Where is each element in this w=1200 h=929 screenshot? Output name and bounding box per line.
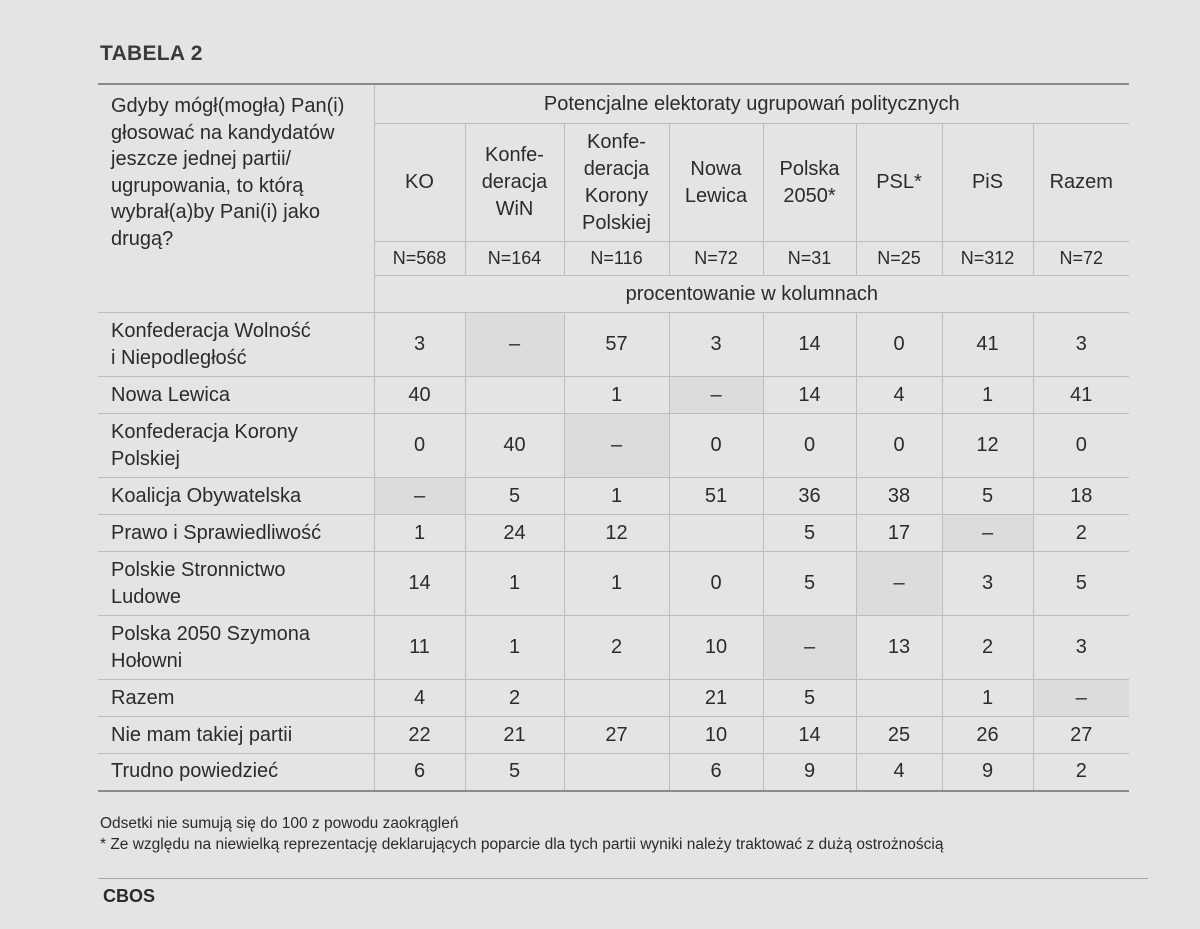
table-row [98, 313, 1129, 377]
value-cell: 27 [564, 717, 669, 754]
column-header: PiS [942, 124, 1033, 242]
row-label: Konfederacja Wolność i Niepodległość [98, 313, 374, 377]
value-cell: 3 [1033, 313, 1129, 377]
value-cell: 9 [942, 754, 1033, 791]
value-cell: 2 [465, 680, 564, 717]
table-row [98, 414, 1129, 478]
value-cell: 1 [942, 377, 1033, 414]
value-cell: – [942, 515, 1033, 552]
row-label: Nie mam takiej partii [98, 717, 374, 754]
table-row [98, 717, 1129, 754]
table-row [98, 680, 1129, 717]
value-cell: 5 [465, 754, 564, 791]
column-header: Nowa Lewica [669, 124, 763, 242]
value-cell: – [465, 313, 564, 377]
percent-note: procentowanie w kolumnach [374, 276, 1129, 313]
table-row [98, 478, 1129, 515]
results-table [98, 83, 1129, 792]
value-cell: 1 [465, 616, 564, 680]
value-cell: 1 [942, 680, 1033, 717]
value-cell: 14 [763, 377, 856, 414]
value-cell: 4 [856, 754, 942, 791]
column-sample-size: N=31 [763, 242, 856, 276]
value-cell: 0 [856, 414, 942, 478]
value-cell: 3 [1033, 616, 1129, 680]
table-row [98, 616, 1129, 680]
column-sample-size: N=72 [1033, 242, 1129, 276]
value-cell: 40 [374, 377, 465, 414]
brand-label: CBOS [103, 886, 156, 906]
value-cell: 5 [763, 680, 856, 717]
value-cell [669, 515, 763, 552]
value-cell: 38 [856, 478, 942, 515]
table-title: TABELA 2 [100, 42, 203, 65]
value-cell: 4 [856, 377, 942, 414]
value-cell: 0 [669, 552, 763, 616]
value-cell: 5 [1033, 552, 1129, 616]
value-cell: 1 [465, 552, 564, 616]
value-cell: 0 [1033, 414, 1129, 478]
value-cell: 5 [763, 552, 856, 616]
value-cell: 14 [374, 552, 465, 616]
value-cell: – [763, 616, 856, 680]
value-cell: 5 [942, 478, 1033, 515]
value-cell: 2 [564, 616, 669, 680]
value-cell: 14 [763, 717, 856, 754]
row-label: Trudno powiedzieć [98, 754, 374, 791]
value-cell: 51 [669, 478, 763, 515]
value-cell: – [669, 377, 763, 414]
row-label: Polska 2050 Szymona Hołowni [98, 616, 374, 680]
column-sample-size: N=568 [374, 242, 465, 276]
value-cell: 41 [942, 313, 1033, 377]
value-cell: 41 [1033, 377, 1129, 414]
value-cell: 12 [942, 414, 1033, 478]
column-header: Razem [1033, 124, 1129, 242]
value-cell: 36 [763, 478, 856, 515]
column-sample-size: N=116 [564, 242, 669, 276]
value-cell: – [1033, 680, 1129, 717]
value-cell: 3 [669, 313, 763, 377]
column-header: KO [374, 124, 465, 242]
value-cell: 2 [1033, 515, 1129, 552]
group-header: Potencjalne elektoraty ugrupowań politycznych [374, 84, 1129, 124]
value-cell: 0 [669, 414, 763, 478]
value-cell: 26 [942, 717, 1033, 754]
value-cell: – [374, 478, 465, 515]
value-cell: 0 [374, 414, 465, 478]
value-cell [856, 680, 942, 717]
value-cell: 24 [465, 515, 564, 552]
value-cell: 10 [669, 616, 763, 680]
value-cell [465, 377, 564, 414]
value-cell: 2 [942, 616, 1033, 680]
value-cell: 18 [1033, 478, 1129, 515]
value-cell: 25 [856, 717, 942, 754]
table-row [98, 754, 1129, 791]
value-cell: 0 [856, 313, 942, 377]
row-label: Prawo i Sprawiedliwość [98, 515, 374, 552]
value-cell: 5 [763, 515, 856, 552]
value-cell: 0 [763, 414, 856, 478]
value-cell: 21 [669, 680, 763, 717]
row-label: Koalicja Obywatelska [98, 478, 374, 515]
table-row [98, 515, 1129, 552]
value-cell: – [564, 414, 669, 478]
value-cell: 11 [374, 616, 465, 680]
value-cell: 6 [374, 754, 465, 791]
column-sample-size: N=25 [856, 242, 942, 276]
column-header: PSL* [856, 124, 942, 242]
value-cell: 1 [564, 478, 669, 515]
value-cell [564, 754, 669, 791]
value-cell: 5 [465, 478, 564, 515]
column-header: Polska 2050* [763, 124, 856, 242]
footer-divider [98, 878, 1148, 879]
value-cell: 14 [763, 313, 856, 377]
table-row [98, 552, 1129, 616]
footnote-rounding: Odsetki nie sumują się do 100 z powodu zaokrągleń [100, 815, 459, 832]
row-label: Razem [98, 680, 374, 717]
value-cell: 2 [1033, 754, 1129, 791]
row-label: Konfederacja Korony Polskiej [98, 414, 374, 478]
value-cell: 1 [564, 552, 669, 616]
value-cell: 10 [669, 717, 763, 754]
value-cell: 9 [763, 754, 856, 791]
column-sample-size: N=312 [942, 242, 1033, 276]
column-sample-size: N=72 [669, 242, 763, 276]
value-cell: – [856, 552, 942, 616]
value-cell [564, 680, 669, 717]
value-cell: 21 [465, 717, 564, 754]
value-cell: 17 [856, 515, 942, 552]
table-row [98, 377, 1129, 414]
value-cell: 4 [374, 680, 465, 717]
value-cell: 6 [669, 754, 763, 791]
column-sample-size: N=164 [465, 242, 564, 276]
column-header: Konfe- deracja WiN [465, 124, 564, 242]
value-cell: 13 [856, 616, 942, 680]
footnote-sample: * Ze względu na niewielką reprezentację deklarujących poparcie dla tych partii wyniki należy traktować z dużą ostrożnością [100, 836, 944, 853]
column-header: Konfe- deracja Korony Polskiej [564, 124, 669, 242]
question-cell: Gdyby mógł(mogła) Pan(i) głosować na kandydatów jeszcze jednej partii/ ugrupowania, to którą wybrał(a)by Pani(i) jako drugą? [98, 84, 374, 313]
value-cell: 57 [564, 313, 669, 377]
value-cell: 1 [564, 377, 669, 414]
value-cell: 3 [374, 313, 465, 377]
row-label: Polskie Stronnictwo Ludowe [98, 552, 374, 616]
value-cell: 1 [374, 515, 465, 552]
value-cell: 3 [942, 552, 1033, 616]
row-label: Nowa Lewica [98, 377, 374, 414]
value-cell: 12 [564, 515, 669, 552]
value-cell: 40 [465, 414, 564, 478]
value-cell: 27 [1033, 717, 1129, 754]
value-cell: 22 [374, 717, 465, 754]
